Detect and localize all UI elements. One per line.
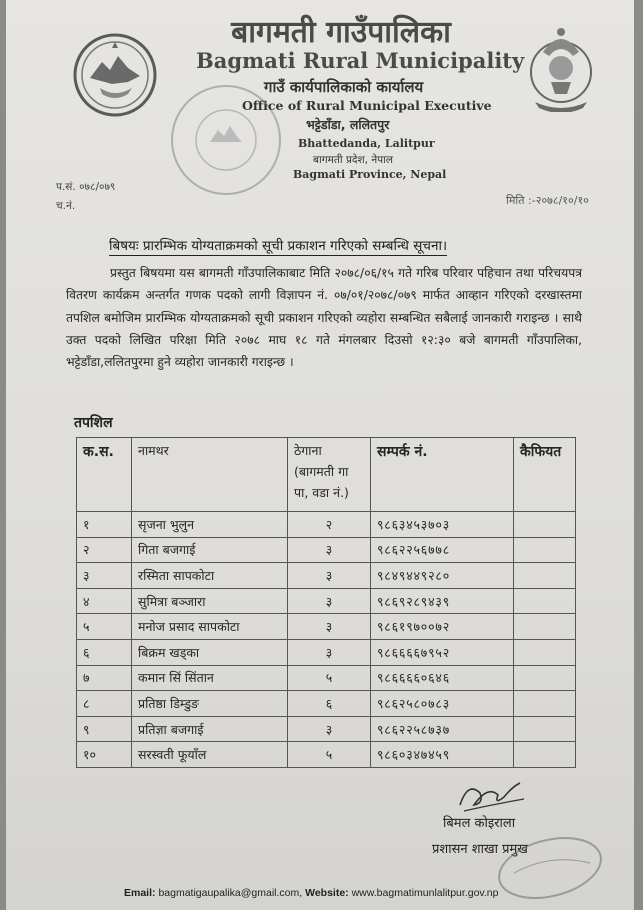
ward-cell: ५ bbox=[288, 665, 371, 691]
serial-cell: ६ bbox=[77, 639, 132, 665]
letter-number: प.सं. ०७८/०७९ bbox=[56, 181, 116, 193]
table-row bbox=[77, 614, 576, 640]
ward-cell: ३ bbox=[288, 537, 371, 563]
name-cell: सुमित्रा बञ्जारा bbox=[132, 588, 288, 614]
phone-cell: ९८६३४५३७०३ bbox=[371, 512, 514, 538]
serial-cell: ३ bbox=[77, 563, 132, 589]
serial-cell: १ bbox=[77, 512, 132, 538]
email-address[interactable]: bagmatigaupalika@gmail.com bbox=[158, 887, 300, 899]
table-row bbox=[77, 588, 576, 614]
serial-cell: २ bbox=[77, 537, 132, 563]
name-cell: रस्मिता सापकोटा bbox=[132, 563, 288, 589]
phone-cell: ९८६६६६०६४६ bbox=[371, 665, 514, 691]
details-heading: तपशिल bbox=[74, 415, 113, 431]
reference-block bbox=[56, 178, 115, 216]
remarks-cell bbox=[514, 742, 576, 768]
phone-cell: ९८६९२८९४३९ bbox=[371, 588, 514, 614]
signature-scribble bbox=[454, 775, 529, 817]
office-name-en: Office of Rural Municipal Executive bbox=[242, 98, 492, 113]
address-np: भट्टेडाँडा, ललितपुर bbox=[306, 117, 390, 132]
name-cell: बिक्रम खड्का bbox=[132, 639, 288, 665]
phone-cell: ९८६६६६७९५२ bbox=[371, 639, 514, 665]
table-row bbox=[77, 742, 576, 768]
remarks-cell bbox=[514, 614, 576, 640]
municipality-name-np: बागमती गाउँपालिका bbox=[231, 15, 451, 50]
remarks-cell bbox=[514, 512, 576, 538]
table-row bbox=[77, 639, 576, 665]
header-name: नामथर bbox=[132, 438, 288, 512]
remarks-cell bbox=[514, 639, 576, 665]
address-en: Bhattedanda, Lalitpur bbox=[298, 137, 435, 150]
remarks-cell bbox=[514, 665, 576, 691]
header-serial: क.स. bbox=[77, 438, 132, 512]
phone-cell: ९८६०३४७४५९ bbox=[371, 742, 514, 768]
header-remarks: कैफियत bbox=[514, 438, 576, 512]
serial-cell: ९ bbox=[77, 716, 132, 742]
phone-cell: ९८४९४४९२८० bbox=[371, 563, 514, 589]
table-row bbox=[77, 563, 576, 589]
table-row bbox=[77, 665, 576, 691]
serial-cell: ४ bbox=[77, 588, 132, 614]
table-header-row bbox=[77, 438, 576, 512]
nepal-emblem-icon bbox=[72, 32, 158, 118]
table-row bbox=[77, 691, 576, 717]
office-name-np: गाउँ कार्यपालिकाको कार्यालय bbox=[264, 78, 424, 96]
header-contact: सम्पर्क नं. bbox=[371, 438, 514, 512]
name-cell: गिता बजगाई bbox=[132, 537, 288, 563]
candidate-table bbox=[76, 437, 576, 768]
letter-date: मिति :-२०७८/१०/१० bbox=[506, 194, 589, 207]
footer-contact: Email: bagmatigaupalika@gmail.com, Website: www.bagmatimunlalitpur.gov.np bbox=[124, 887, 499, 899]
website-label: Website: bbox=[305, 887, 349, 899]
name-cell: मनोज प्रसाद सापकोटा bbox=[132, 614, 288, 640]
serial-cell: ५ bbox=[77, 614, 132, 640]
ward-cell: ३ bbox=[288, 588, 371, 614]
ward-cell: ५ bbox=[288, 742, 371, 768]
remarks-cell bbox=[514, 588, 576, 614]
remarks-cell bbox=[514, 563, 576, 589]
phone-cell: ९८६२२५६७७८ bbox=[371, 537, 514, 563]
name-cell: प्रतिष्ठा डिम्डुङ bbox=[132, 691, 288, 717]
ward-cell: ३ bbox=[288, 639, 371, 665]
table-row bbox=[77, 537, 576, 563]
signatory-title: प्रशासन शाखा प्रमुख bbox=[432, 842, 528, 857]
ward-cell: ३ bbox=[288, 716, 371, 742]
serial-cell: ७ bbox=[77, 665, 132, 691]
province-en: Bagmati Province, Nepal bbox=[293, 168, 447, 181]
province-np: बागमती प्रदेश, नेपाल bbox=[313, 154, 393, 166]
remarks-cell bbox=[514, 691, 576, 717]
remarks-cell bbox=[514, 537, 576, 563]
email-label: Email: bbox=[124, 887, 156, 899]
name-cell: सृजना भुलुन bbox=[132, 512, 288, 538]
table-row bbox=[77, 716, 576, 742]
ward-cell: ३ bbox=[288, 614, 371, 640]
letter-page bbox=[6, 0, 634, 910]
name-cell: कमान सिं सिंतान bbox=[132, 665, 288, 691]
phone-cell: ९८६१९७००७२ bbox=[371, 614, 514, 640]
header-address: ठेगाना (बागमती गा पा, वडा नं.) bbox=[288, 438, 371, 512]
table-row bbox=[77, 512, 576, 538]
serial-cell: ८ bbox=[77, 691, 132, 717]
government-crest-icon bbox=[521, 22, 601, 112]
website-link[interactable]: www.bagmatimunlalitpur.gov.np bbox=[351, 887, 499, 899]
ward-cell: २ bbox=[288, 512, 371, 538]
signatory-name: बिमल कोइराला bbox=[443, 816, 516, 831]
name-cell: सरस्वती फूयाँल bbox=[132, 742, 288, 768]
phone-cell: ९८६२५८०७८३ bbox=[371, 691, 514, 717]
serial-cell: १० bbox=[77, 742, 132, 768]
municipality-name-en: Bagmati Rural Municipality bbox=[196, 48, 525, 73]
ward-cell: ६ bbox=[288, 691, 371, 717]
remarks-cell bbox=[514, 716, 576, 742]
notice-body: प्रस्तुत बिषयमा यस बागमती गाँउपालिकाबाट मिति २०७८/०६/१५ गते गरिब परिवार पहिचान तथा परिचयपत्र वितरण कार्यक्रम अन्तर्गत गणक पदको लागी विज्ञापन नं. ०७/०१/२०७८/०७९ मार्फत आव्हान गरिएको दरखास्तमा तपशिल बमोजिम प्रारम्भिक योग्यताक्रमको सूची प्रकाशन गरिएको व्यहोरा सम्बन्धित सबैलाई जानकारी गराइन्छ । साथै उक्त पदको लिखित परिक्षा मिति २०७८ माघ १८ गते मंगलबार दिउसो १२:३० बजे बागमती गाँउपालिका, भट्टेडाँडा,ललितपुरमा हुने व्यहोरा जानकारी गराइन्छ । bbox=[66, 266, 582, 370]
phone-cell: ९८६२२५८७३७ bbox=[371, 716, 514, 742]
signatory-stamp bbox=[494, 833, 606, 903]
ward-cell: ३ bbox=[288, 563, 371, 589]
name-cell: प्रतिज्ञा बजगाई bbox=[132, 716, 288, 742]
subject-line: बिषयः प्रारम्भिक योग्यताक्रमको सूची प्रकाशन गरिएको सम्बन्धि सूचना। bbox=[109, 238, 448, 254]
dispatch-number: च.नं. bbox=[56, 200, 76, 212]
